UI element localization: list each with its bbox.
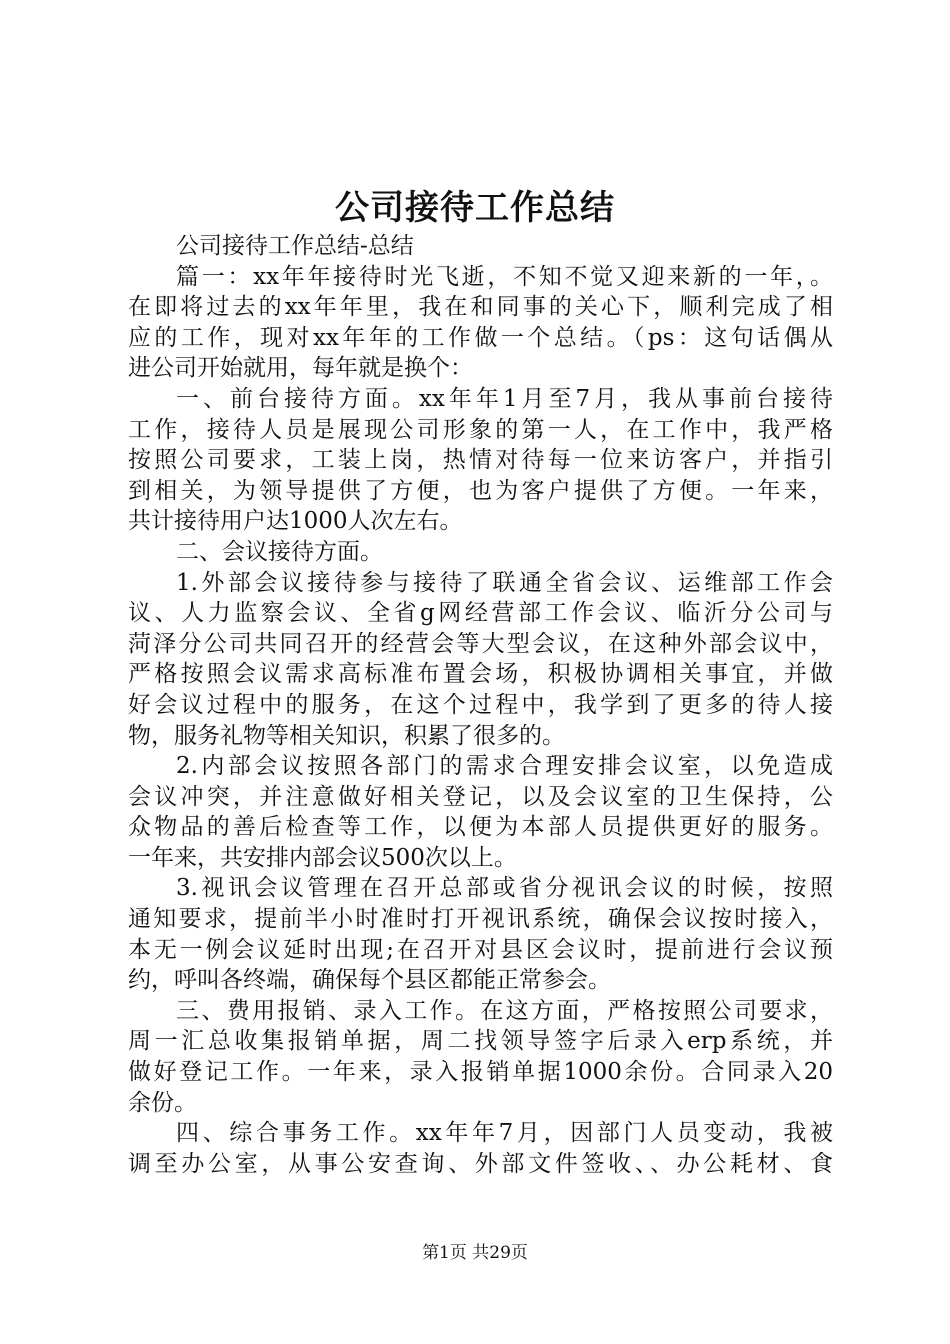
text-line: 一年来，共安排内部会议500次以上。 xyxy=(128,844,517,871)
text-line: 一、前台接待方面。xx年年1月至7月，我从事前台接待 xyxy=(176,385,833,412)
text-line: 1.外部会议接待参与接待了联通全省会议、运维部工作会 xyxy=(176,569,833,596)
text-line: 做好登记工作。一年来，录入报销单据1000余份。合同录入20 xyxy=(128,1059,833,1086)
text-line: 通知要求，提前半小时准时打开视讯系统，确保会议按时接入， xyxy=(128,906,833,933)
text-line: 共计接待用户达1000人次左右。 xyxy=(128,508,463,535)
text-line: 周一汇总收集报销单据，周二找领导签字后录入erp系统，并 xyxy=(128,1028,833,1055)
text-line: 严格按照会议需求高标准布置会场，积极协调相关事宜，并做 xyxy=(128,661,833,688)
text-line: 菏泽分公司共同召开的经营会等大型会议，在这种外部会议中， xyxy=(128,630,833,657)
text-line: 物，服务礼物等相关知识，积累了很多的。 xyxy=(128,722,565,749)
text-line: 三、费用报销、录入工作。在这方面，严格按照公司要求， xyxy=(176,997,833,1024)
text-line: 应的工作，现对xx年年的工作做一个总结。（ps：这句话偶从 xyxy=(128,324,833,351)
document-body xyxy=(128,231,833,1179)
text-line: 好会议过程中的服务，在这个过程中，我学到了更多的待人接 xyxy=(128,691,833,718)
text-line: 篇一：xx年年接待时光飞逝，不知不觉又迎来新的一年，。 xyxy=(176,263,833,290)
text-line: 调至办公室，从事公安查询、外部文件签收、、办公耗材、食 xyxy=(128,1150,833,1177)
text-line: 进公司开始就用，每年就是换个： xyxy=(128,355,473,382)
text-line: 3.视讯会议管理在召开总部或省分视讯会议的时候，按照 xyxy=(176,875,833,902)
text-line: 四、综合事务工作。xx年年7月，因部门人员变动，我被 xyxy=(176,1120,833,1147)
page-title: 公司接待工作总结 xyxy=(335,188,615,228)
text-line: 本无一例会议延时出现;在召开对县区会议时，提前进行会议预 xyxy=(128,936,833,963)
text-line: 工作，接待人员是展现公司形象的第一人，在工作中，我严格 xyxy=(128,416,833,443)
text-line: 在即将过去的xx年年里，我在和同事的关心下，顺利完成了相 xyxy=(128,294,833,321)
text-line: 公司接待工作总结-总结 xyxy=(176,233,414,259)
text-line: 到相关，为领导提供了方便，也为客户提供了方便。一年来， xyxy=(128,477,833,504)
text-line: 按照公司要求，工装上岗，热情对待每一位来访客户，并指引 xyxy=(128,447,833,474)
text-line: 2.内部会议按照各部门的需求合理安排会议室，以免造成 xyxy=(176,753,833,780)
text-line: 余份。 xyxy=(128,1089,197,1116)
text-line: 二、会议接待方面。 xyxy=(176,538,383,565)
text-line: 会议冲突，并注意做好相关登记，以及会议室的卫生保持，公 xyxy=(128,783,833,810)
text-line: 议、人力监察会议、全省g网经营部工作会议、临沂分公司与 xyxy=(128,600,833,627)
text-line: 众物品的善后检查等工作，以便为本部人员提供更好的服务。 xyxy=(128,814,833,841)
text-line: 约，呼叫各终端，确保每个县区都能正常参会。 xyxy=(128,967,611,994)
page-footer: 第1页 共29页 xyxy=(422,1243,528,1263)
